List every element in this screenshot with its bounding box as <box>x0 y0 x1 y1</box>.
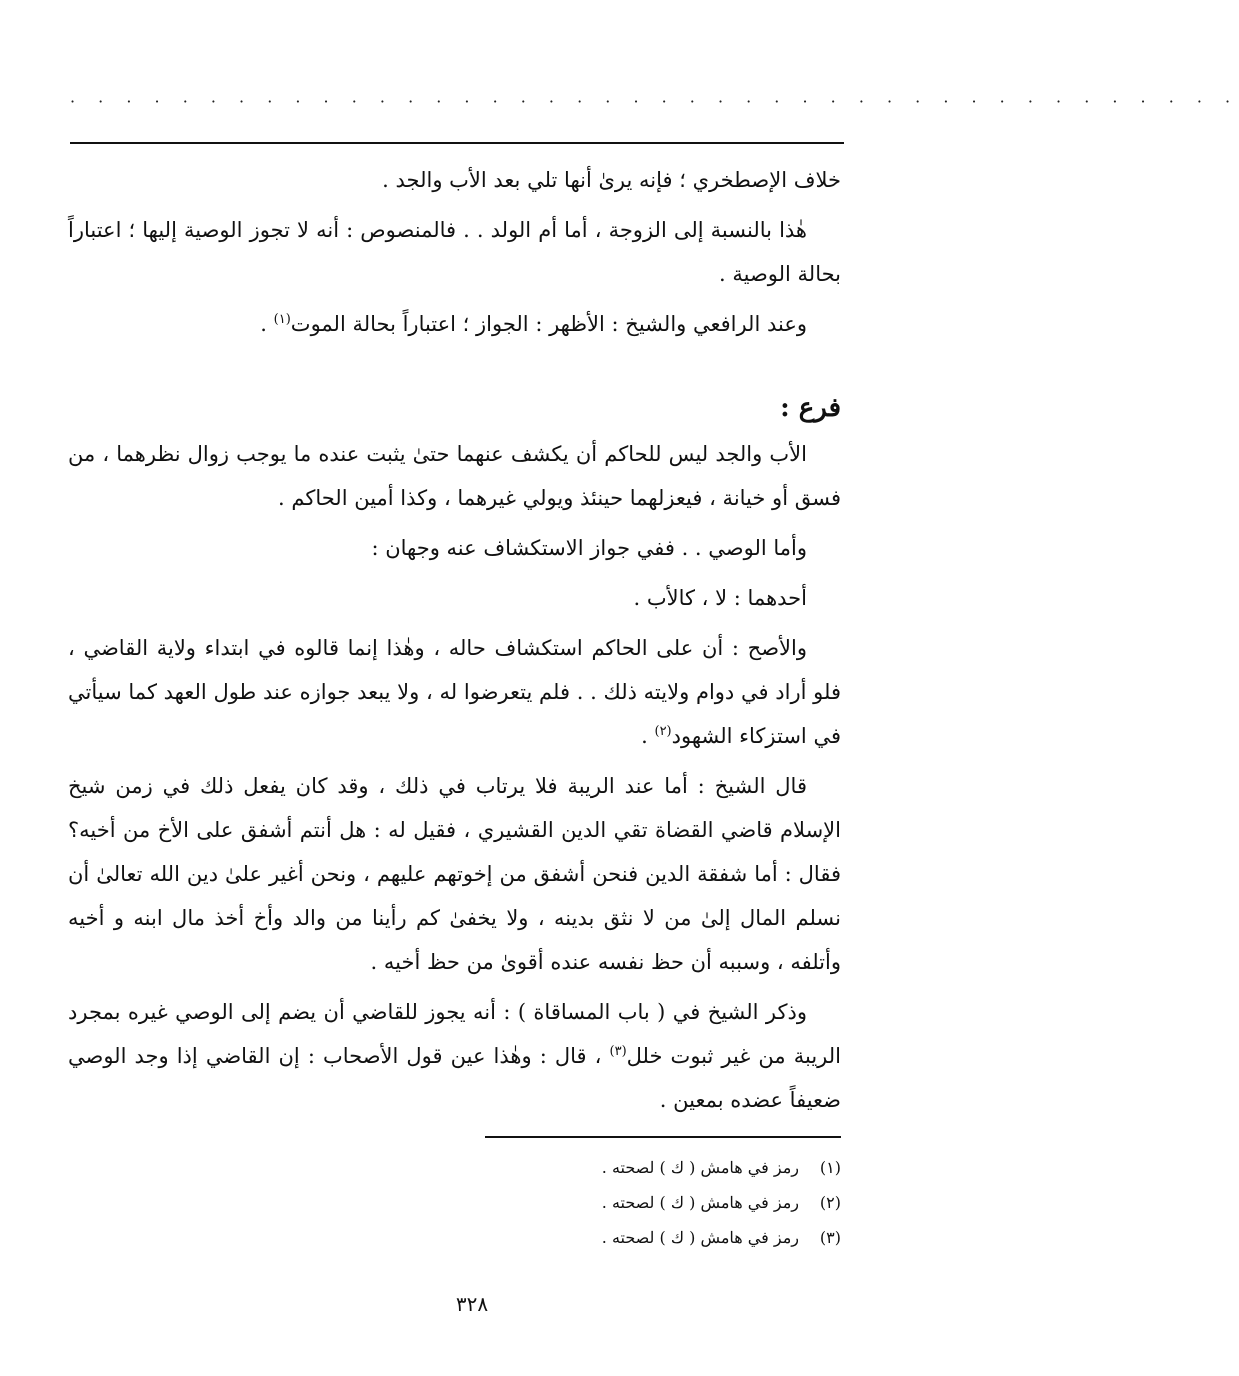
paragraph-9: وذكر الشيخ في ( باب المساقاة ) : أنه يجوز للقاضي أن يضم إلى الوصي غيره بمجرد الريبة من غير ثبوت خلل$^{(٣)}$ ، قال : وهٰذا عين قول الأصحاب : إن القاضي إذا وجد الوصي ضعيفاً عضده بمعين . <box>68 1000 841 1112</box>
footnote-text: رمز في هامش ( ك ) لصحته . <box>601 1158 799 1177</box>
footnote-ref-2: (٢) <box>654 724 672 739</box>
paragraph-4: الأب والجد ليس للحاكم أن يكشف عنهما حتىٰ يثبت عنده ما يوجب زوال نظرهما ، من فسق أو خيانة ، فيعزلهما حينئذ ويولي غيرهما ، وكذا أمين الحاكم . <box>68 442 841 510</box>
footnote-3 <box>360 1220 841 1255</box>
paragraph-3: وعند الرافعي والشيخ : الأظهر : الجواز ؛ اعتباراً بحالة الموت$^{(١)}$ . <box>260 312 807 336</box>
footnote-rule <box>485 1136 841 1138</box>
section-heading: فرع : <box>780 393 841 423</box>
header-dotted-line: · · · · · · · · · · · · · · · · · · · · · · · · · · · · · · · · · · · · · · · · · · <box>70 92 1239 111</box>
paragraph-7: والأصح : أن على الحاكم استكشاف حاله ، وهٰذا إنما قالوه في ابتداء ولاية القاضي ، فلو أراد في دوام ولايته ذلك . . فلم يتعرضوا له ، ولا يبعد جوازه عند طول العهد كما سيأتي في استزكاء الشهود$^{(٢)}$ . <box>68 636 841 748</box>
footnote-2 <box>360 1185 841 1220</box>
paragraph-5: وأما الوصي . . ففي جواز الاستكشاف عنه وجهان : <box>371 536 807 560</box>
footnote-1 <box>360 1150 841 1185</box>
footnotes <box>360 1150 841 1255</box>
footnote-text: رمز في هامش ( ك ) لصحته . <box>601 1193 799 1212</box>
paragraph-6: أحدهما : لا ، كالأب . <box>633 586 807 610</box>
header-rule <box>70 142 844 144</box>
footnote-number: (١) <box>819 1158 841 1177</box>
page-number: ٣٢٨ <box>455 1292 489 1316</box>
main-text <box>68 158 841 1128</box>
footnote-number: (٣) <box>819 1228 841 1247</box>
paragraph-1: خلاف الإصطخري ؛ فإنه يرىٰ أنها تلي بعد الأب والجد . <box>382 168 841 192</box>
footnote-text: رمز في هامش ( ك ) لصحته . <box>601 1228 799 1247</box>
footnote-ref-3: (٣) <box>609 1044 627 1059</box>
paragraph-2: هٰذا بالنسبة إلى الزوجة ، أما أم الولد . . فالمنصوص : أنه لا تجوز الوصية إليها ؛ اعتباراً بحالة الوصية . <box>68 218 841 286</box>
paragraph-8: قال الشيخ : أما عند الريبة فلا يرتاب في ذلك ، وقد كان يفعل ذلك في زمن شيخ الإسلام قاضي القضاة تقي الدين القشيري ، فقيل له : هل أنتم أشفق على الأخ من أخيه؟ فقال : أما شفقة الدين فنحن أشفق من إخوتهم عليهم ، ونحن أغير علىٰ دين الله تعالىٰ أن نسلم المال إلىٰ من لا نثق بدينه ، ولا يخفىٰ كم رأينا من والد وأخ أخذ مال ابنه و أخيه وأتلفه ، وسببه أن حظ نفسه عنده أقوىٰ من حظ أخيه . <box>68 774 841 974</box>
footnote-ref-1: (١) <box>273 312 291 327</box>
footnote-number: (٢) <box>819 1193 841 1212</box>
